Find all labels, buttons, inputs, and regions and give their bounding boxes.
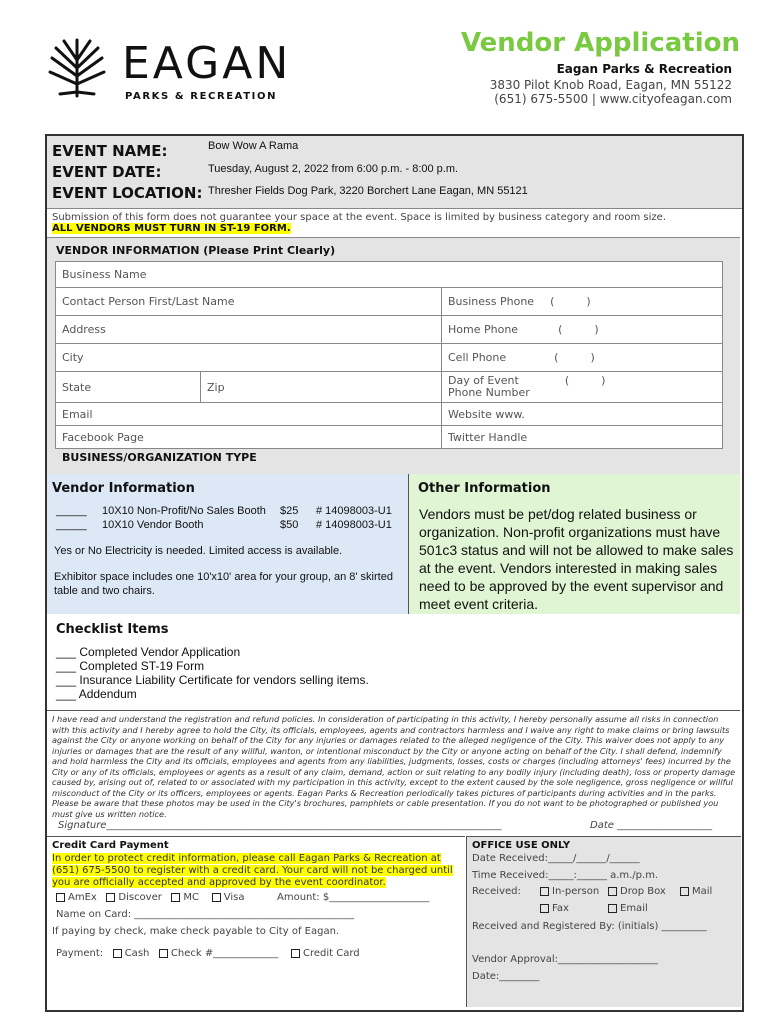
org-name: Eagan Parks & Recreation <box>556 62 732 76</box>
received-label: Received: <box>472 886 521 897</box>
mail-option[interactable]: Mail <box>680 886 712 897</box>
checklist-item[interactable]: ___ Insurance Liability Certificate for vendors selling items. <box>56 673 369 687</box>
other-box-heading: Other Information <box>418 481 551 496</box>
drop-box-option[interactable]: Drop Box <box>608 886 666 897</box>
credit-note-2: (651) 675-5500 to register with a credit card. Your card will not be charged until <box>52 865 453 876</box>
event-location-label: EVENT LOCATION: <box>52 184 203 202</box>
event-location-value: Thresher Fields Dog Park, 3220 Borchert Lane Eagan, MN 55121 <box>208 185 528 197</box>
cash-checkbox[interactable] <box>113 949 122 958</box>
booth2-blank[interactable]: _____ <box>56 519 87 531</box>
amex-checkbox[interactable] <box>56 893 65 902</box>
org-contact: (651) 675-5500 | www.cityofeagan.com <box>494 92 732 106</box>
event-name-label: EVENT NAME: <box>52 142 168 160</box>
name-on-card-field[interactable]: Name on Card: ____________________________________________ <box>56 909 355 920</box>
signature-line[interactable]: Signature_______________________________________________________________________________ <box>58 820 502 831</box>
check-checkbox[interactable] <box>159 949 168 958</box>
booth2-code: # 14098003-U1 <box>316 519 392 531</box>
email-field[interactable]: Email <box>56 403 442 426</box>
card-type-row: AmEx Discover MC Visa <box>56 892 245 903</box>
exhibitor-note: Exhibitor space includes one 10'x10' area for your group, an 8' skirted table and two chairs. <box>54 571 393 597</box>
credit-heading: Credit Card Payment <box>52 840 169 851</box>
visa-checkbox[interactable] <box>212 893 221 902</box>
home-phone-field[interactable]: Home Phone ( ) <box>442 316 723 344</box>
waiver-text: I have read and understand the registration and refund policies. In consideration of participating in this activity, I hereby personally assume all risks in connection with this activity and I hereby agree to hold the City, its officials, employees, agents and contractors harmless and I waive any right to make claims or bring lawsuits against the City or anyone working on behalf of the City for any injuries or damages related to the alleged negligence of the City. This waiver does not apply to any injuries or damages that are the result of any willful, wanton, or intentional misconduct by the City or anyone acting on behalf of the City. I shall defend, indemnify and hold harmless the City and its officials, employees and agents from any liabilities, judgments, losses, costs or charges (including attorneys' fees) incurred by the City or any of its officials, employees or agents as a result of any claim, demand, action or suit relating to any bodily injury (including death), loss or property damage caused by, arising out of, related to or associated with my participation in this activity, except to the extent caused by the sole negligence, gross negligence or willful misconduct of the City or its officers, employees or agents. Eagan Parks & Recreation periodically takes pictures of participants during activities and in the parks. Please be aware that these photos may be used in the City's brochures, pamphlets or cable presentation. If you do not want to be photographed or published you must give us written notice. <box>52 714 736 819</box>
event-date-label: EVENT DATE: <box>52 163 162 181</box>
event-date-value: Tuesday, August 2, 2022 from 6:00 p.m. - 8:00 p.m. <box>208 163 459 175</box>
credit-note-3: you are officially accepted and approved by the event coordinator. <box>52 877 386 888</box>
business-phone-field[interactable]: Business Phone ( ) <box>442 288 723 316</box>
state-field[interactable]: State <box>56 372 201 403</box>
payment-row: Payment: Cash Check #_____________ Credit Card <box>56 948 360 959</box>
event-name-value: Bow Wow A Rama <box>208 140 299 152</box>
booth1-code: # 14098003-U1 <box>316 505 392 517</box>
cell-phone-field[interactable]: Cell Phone ( ) <box>442 344 723 372</box>
checklist-item[interactable]: ___ Completed ST-19 Form <box>56 659 205 673</box>
logo-name: EAGAN <box>122 38 292 89</box>
checklist-item[interactable]: ___ Addendum <box>56 687 137 701</box>
st19-notice: ALL VENDORS MUST TURN IN ST-19 FORM. <box>52 223 291 234</box>
approval-date[interactable]: Date:________ <box>472 971 540 982</box>
vendor-info-heading: VENDOR INFORMATION (Please Print Clearly) <box>56 244 336 257</box>
booth2-price: $50 <box>280 519 299 531</box>
business-name-field[interactable]: Business Name <box>56 262 723 288</box>
twitter-field[interactable]: Twitter Handle <box>442 426 723 449</box>
time-received[interactable]: Time Received:_____:______ a.m./p.m. <box>472 870 659 881</box>
facebook-field[interactable]: Facebook Page <box>56 426 442 449</box>
org-type-label: BUSINESS/ORGANIZATION TYPE <box>62 451 257 464</box>
vendor-approval[interactable]: Vendor Approval:____________________ <box>472 954 659 965</box>
tree-logo-icon <box>46 36 108 98</box>
address-field[interactable]: Address <box>56 316 442 344</box>
credit-note-1: In order to protect credit information, please call Eagan Parks & Recreation at <box>52 853 441 864</box>
vendor-box-heading: Vendor Information <box>52 481 195 496</box>
registered-by[interactable]: Received and Registered By: (initials) _________ <box>472 921 707 932</box>
website-field[interactable]: Website www. <box>442 403 723 426</box>
logo-subtitle: PARKS & RECREATION <box>125 91 278 102</box>
booth1-blank[interactable]: _____ <box>56 505 87 517</box>
fax-option[interactable]: Fax <box>540 903 569 914</box>
booth1-label: 10X10 Non-Profit/No Sales Booth <box>102 505 266 517</box>
booth2-label: 10X10 Vendor Booth <box>102 519 204 531</box>
email-option[interactable]: Email <box>608 903 648 914</box>
city-field[interactable]: City <box>56 344 442 372</box>
booth1-price: $25 <box>280 505 299 517</box>
credit-card-checkbox[interactable] <box>291 949 300 958</box>
page-title: Vendor Application <box>460 28 740 58</box>
vendor-info-table <box>55 261 723 449</box>
org-address: 3830 Pilot Knob Road, Eagan, MN 55122 <box>489 78 732 92</box>
signature-date[interactable]: Date ___________________ <box>590 820 713 831</box>
mc-checkbox[interactable] <box>171 893 180 902</box>
amount-field[interactable]: Amount: $____________________ <box>277 892 430 903</box>
in-person-option[interactable]: In-person <box>540 886 599 897</box>
contact-person-field[interactable]: Contact Person First/Last Name <box>56 288 442 316</box>
date-received[interactable]: Date Received:_____/______/______ <box>472 853 640 864</box>
checklist-heading: Checklist Items <box>56 622 169 637</box>
check-note: If paying by check, make check payable to City of Eagan. <box>52 926 340 937</box>
office-heading: OFFICE USE ONLY <box>472 840 571 851</box>
checklist-item[interactable]: ___ Completed Vendor Application <box>56 645 241 659</box>
discover-checkbox[interactable] <box>106 893 115 902</box>
electricity-note: Yes or No Electricity is needed. Limited access is available. <box>54 545 343 557</box>
other-box-text: Vendors must be pet/dog related business or organization. Non-profit organizations must have 501c3 status and will not be allowed to make sales at the event. Vendors interested in making sales need to be approved by the event supervisor and meet event criteria. <box>419 506 734 612</box>
notice-text: Submission of this form does not guarantee your space at the event. Space is limited by business category and room size. <box>52 212 666 223</box>
day-of-event-phone-field[interactable]: Day of Event ( ) Phone Number <box>442 372 723 403</box>
zip-field[interactable]: Zip <box>201 372 442 403</box>
